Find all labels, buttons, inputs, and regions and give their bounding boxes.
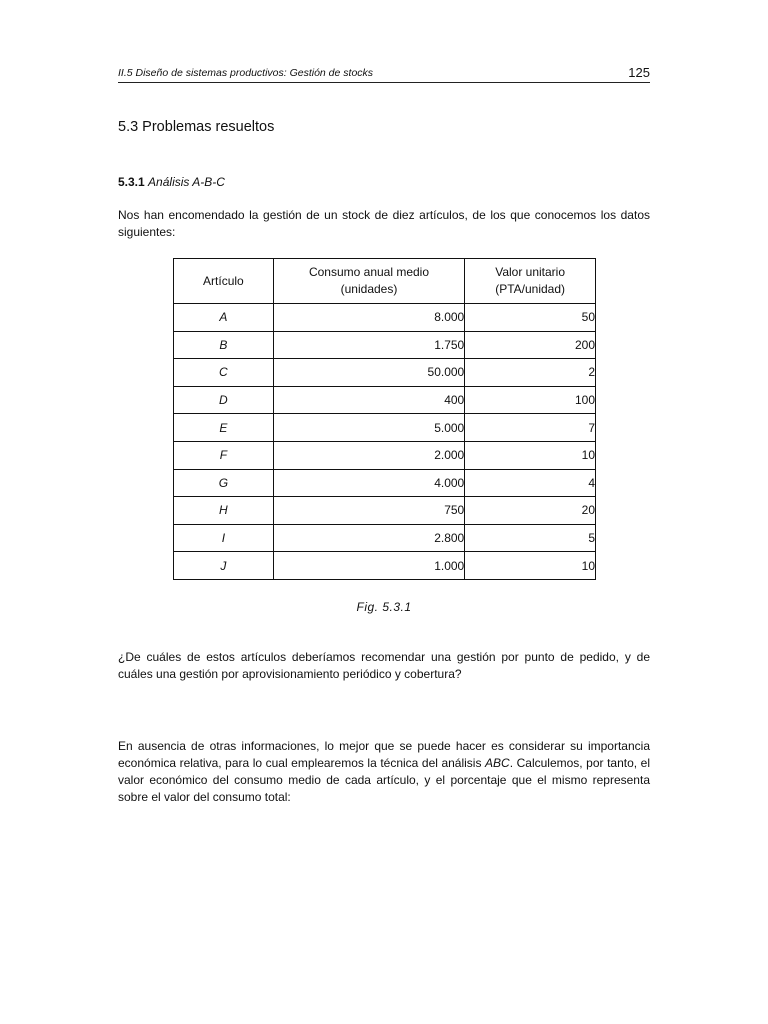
- cell-valor: 200: [465, 331, 596, 359]
- table-row: [174, 414, 596, 442]
- cell-consumo: 50.000: [273, 359, 464, 387]
- running-title: II.5 Diseño de sistemas productivos: Gestión de stocks: [118, 67, 374, 79]
- cell-articulo: B: [174, 331, 274, 359]
- table-header-row: [174, 259, 596, 304]
- cell-valor: 10: [465, 552, 596, 580]
- cell-valor: 50: [465, 304, 596, 332]
- articles-table: [173, 258, 596, 580]
- table-row: [174, 304, 596, 332]
- cell-valor: 10: [465, 441, 596, 469]
- intro-paragraph: Nos han encomendado la gestión de un stock de diez artículos, de los que conocemos los datos siguientes:: [118, 208, 650, 239]
- cell-articulo: J: [174, 552, 274, 580]
- cell-articulo: G: [174, 469, 274, 497]
- header-consumo: Consumo anual medio (unidades): [273, 259, 464, 304]
- cell-consumo: 2.800: [273, 524, 464, 552]
- cell-articulo: I: [174, 524, 274, 552]
- cell-articulo: F: [174, 441, 274, 469]
- cell-consumo: 5.000: [273, 414, 464, 442]
- cell-valor: 20: [465, 497, 596, 525]
- cell-articulo: H: [174, 497, 274, 525]
- cell-articulo: A: [174, 304, 274, 332]
- page-number: 125: [628, 65, 650, 80]
- cell-consumo: 4.000: [273, 469, 464, 497]
- table-row: [174, 441, 596, 469]
- section-title: 5.3 Problemas resueltos: [118, 119, 275, 135]
- table-row: [174, 359, 596, 387]
- question-paragraph: ¿De cuáles de estos artículos deberíamos recomendar una gestión por punto de pedido, y de cuáles una gestión por aprovisionamiento periódico y cobertura?: [118, 650, 650, 681]
- table-row: [174, 497, 596, 525]
- cell-consumo: 400: [273, 386, 464, 414]
- table-row: [174, 331, 596, 359]
- table-row: [174, 469, 596, 497]
- cell-articulo: D: [174, 386, 274, 414]
- cell-consumo: 2.000: [273, 441, 464, 469]
- cell-valor: 7: [465, 414, 596, 442]
- table-row: [174, 524, 596, 552]
- subsection-heading: [118, 175, 225, 189]
- header-articulo: Artículo: [174, 259, 274, 304]
- cell-consumo: 750: [273, 497, 464, 525]
- header-valor: Valor unitario (PTA/unidad): [465, 259, 596, 304]
- answer-paragraph: En ausencia de otras informaciones, lo mejor que se puede hacer es considerar su importancia económica relativa, para lo cual emplearemos la técnica del análisis ABC. Calculemos, por tanto, el valor económico del consumo medio de cada artículo, y el porcentaje que el mismo representa sobre el valor del consumo total:: [118, 739, 650, 804]
- cell-articulo: C: [174, 359, 274, 387]
- cell-valor: 2: [465, 359, 596, 387]
- cell-consumo: 1.750: [273, 331, 464, 359]
- page-header: [118, 64, 650, 83]
- cell-valor: 4: [465, 469, 596, 497]
- abc-term: ABC: [485, 756, 510, 770]
- subsection-name: Análisis A-B-C: [148, 175, 225, 189]
- cell-consumo: 1.000: [273, 552, 464, 580]
- cell-articulo: E: [174, 414, 274, 442]
- table-row: [174, 552, 596, 580]
- cell-valor: 5: [465, 524, 596, 552]
- figure-caption: Fig. 5.3.1: [356, 600, 412, 614]
- table-row: [174, 386, 596, 414]
- subsection-number: 5.3.1: [118, 175, 145, 189]
- cell-consumo: 8.000: [273, 304, 464, 332]
- cell-valor: 100: [465, 386, 596, 414]
